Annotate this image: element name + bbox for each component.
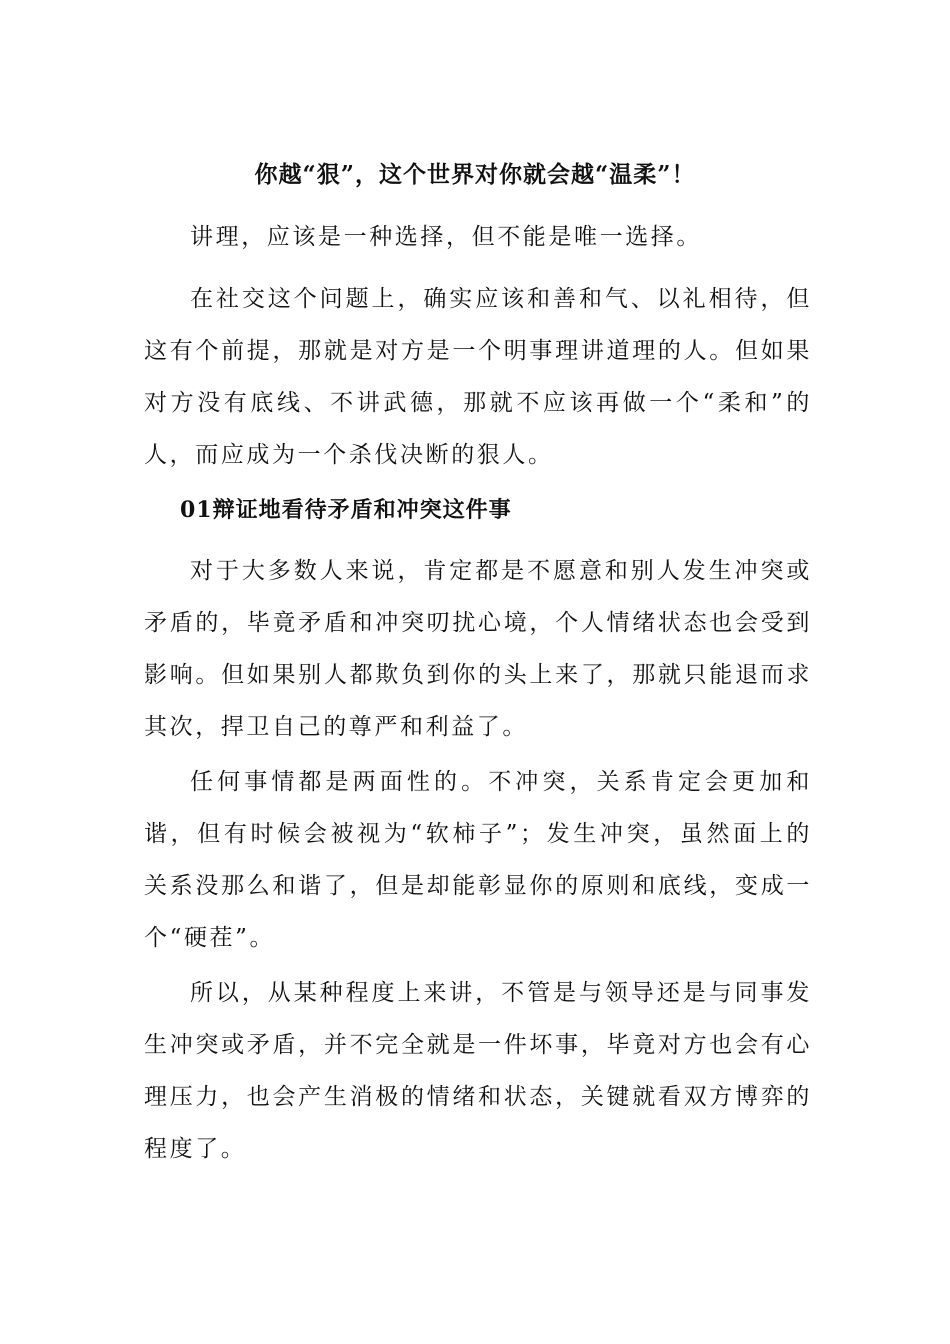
article-title: 你越“狠”，这个世界对你就会越“温柔”！ [254,161,696,188]
section-paragraph-2: 任何事情都是两面性的。不冲突，关系肯定会更加和谐，但有时候会被视为“软柿子”；发生冲突，虽然面上的关系没那么和谐了，但是却能彰显你的原则和底线，变成一个“硬茬”。 [144,769,812,951]
section-paragraph-3: 所以，从某种程度上来讲，不管是与领导还是与同事发生冲突或矛盾，并不完全就是一件坏事，毕竟对方也会有心理压力，也会产生消极的情绪和状态，关键就看双方博弈的程度了。 [144,980,812,1162]
intro-paragraph-1: 讲理，应该是一种选择，但不能是唯一选择。 [190,224,702,250]
intro-paragraph-2: 在社交这个问题上，确实应该和善和气、以礼相待，但这有个前提，那就是对方是一个明事理讲道理的人。但如果对方没有底线、不讲武德，那就不应该再做一个“柔和”的人，而应成为一个杀伐决断的狠人。 [144,286,812,468]
section-paragraph-1: 对于大多数人来说，肯定都是不愿意和别人发生冲突或矛盾的，毕竟矛盾和冲突叨扰心境，个人情绪状态也会受到影响。但如果别人都欺负到你的头上来了，那就只能退而求其次，捍卫自己的尊严和利益了。 [144,558,812,740]
section-heading: 01辩证地看待矛盾和冲突这件事 [180,497,512,523]
